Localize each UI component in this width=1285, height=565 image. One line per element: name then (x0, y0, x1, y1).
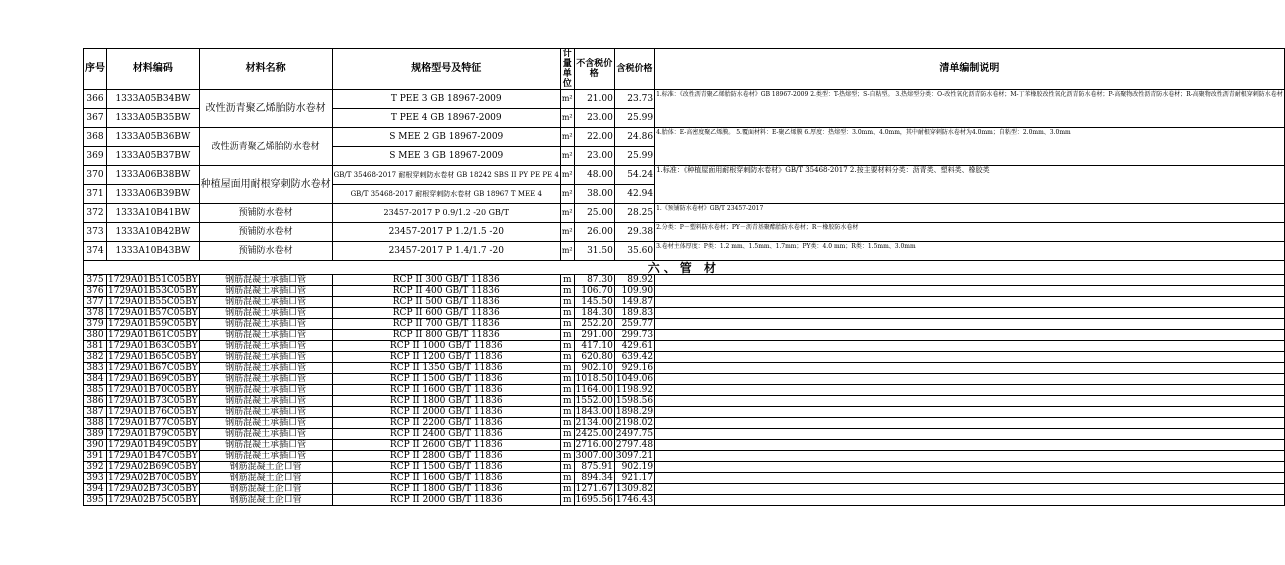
cell-taxprice: 299.73 (614, 330, 654, 341)
cell-code: 1333A10B42BW (107, 223, 200, 242)
cell-unit: m² (560, 128, 574, 147)
table-row (84, 451, 1285, 462)
cell-no: 384 (84, 374, 107, 385)
cell-no: 368 (84, 128, 107, 147)
cell-unit: m (560, 484, 574, 495)
cell-unit: m² (560, 185, 574, 204)
cell-price: 145.50 (574, 297, 614, 308)
table-row (84, 223, 1285, 242)
pipe-rows (84, 275, 1285, 506)
cell-no: 380 (84, 330, 107, 341)
cell-notes (655, 396, 1285, 407)
cell-spec: RCP II 2000 GB/T 11836 (332, 407, 560, 418)
cell-spec: RCP II 700 GB/T 11836 (332, 319, 560, 330)
cell-taxprice: 35.60 (614, 242, 654, 261)
cell-spec: RCP II 2000 GB/T 11836 (332, 495, 560, 506)
cell-notes: 1.标准：《种植屋面用耐根穿刺防水卷材》GB/T 35468-2017 2.按主要材料分类：沥青类、塑料类、橡胶类 (655, 166, 1285, 204)
cell-no: 373 (84, 223, 107, 242)
cell-code: 1333A10B41BW (107, 204, 200, 223)
table-row (84, 204, 1285, 223)
cell-taxprice: 1746.43 (615, 495, 654, 505)
cell-price: 23.00 (574, 147, 614, 166)
cell-code: 1729A02B75C05BY (108, 495, 198, 505)
table-row (84, 363, 1285, 374)
cell-code: 1729A01B63C05BY (108, 341, 198, 351)
header-price: 不含税价 格 (574, 49, 614, 90)
cell-price: 21.00 (574, 90, 614, 109)
cell-spec: RCP II 1000 GB/T 11836 (332, 341, 560, 352)
cell-notes (655, 374, 1285, 385)
cell-notes (655, 440, 1285, 451)
cell-price: 2134.00 (575, 418, 613, 428)
cell-name: 钢筋混凝土企口管 (199, 484, 332, 495)
cell-notes (655, 308, 1285, 319)
cell-code: 1729A01B49C05BY (108, 440, 198, 450)
cell-notes (655, 352, 1285, 363)
table-row (84, 308, 1285, 319)
cell-name: 改性沥青聚乙烯胎防水卷材 (199, 128, 332, 166)
cell-spec: RCP II 800 GB/T 11836 (332, 330, 560, 341)
cell-spec: RCP II 1800 GB/T 11836 (332, 484, 560, 495)
cell-price: 902.10 (574, 363, 614, 374)
cell-no: 379 (84, 319, 107, 330)
cell-taxprice: 902.19 (614, 462, 654, 473)
cell-taxprice: 1049.06 (615, 374, 654, 384)
cell-notes: 2.分类：P－塑料防水卷材；PY－沥青基聚酯胎防水卷材；R－橡胶防水卷材 (655, 223, 1285, 242)
cell-code: 1729A01B69C05BY (108, 374, 198, 384)
cell-taxprice: 25.99 (614, 147, 654, 166)
cell-notes (655, 330, 1285, 341)
cell-unit: m² (560, 147, 574, 166)
cell-no: 381 (84, 341, 107, 352)
cell-taxprice: 3097.21 (615, 451, 654, 461)
cell-taxprice: 42.94 (614, 185, 654, 204)
cell-taxprice: 54.24 (614, 166, 654, 185)
cell-taxprice: 149.87 (614, 297, 654, 308)
cell-spec: RCP II 1350 GB/T 11836 (332, 363, 560, 374)
cell-name: 钢筋混凝土承插口管 (199, 418, 332, 429)
cell-taxprice: 89.92 (614, 275, 654, 286)
cell-name: 钢筋混凝土承插口管 (199, 374, 332, 385)
cell-unit: m (560, 352, 574, 363)
cell-taxprice: 639.42 (614, 352, 654, 363)
cell-price: 26.00 (574, 223, 614, 242)
cell-name: 钢筋混凝土承插口管 (199, 363, 332, 374)
cell-name: 钢筋混凝土承插口管 (199, 352, 332, 363)
cell-notes (655, 341, 1285, 352)
cell-price: 184.30 (574, 308, 614, 319)
table-row (84, 286, 1285, 297)
cell-taxprice: 2797.48 (615, 440, 654, 450)
cell-taxprice: 25.99 (614, 109, 654, 128)
cell-no: 387 (84, 407, 107, 418)
cell-code: 1729A01B51C05BY (108, 275, 198, 285)
cell-price: 22.00 (574, 128, 614, 147)
cell-name: 钢筋混凝土企口管 (199, 495, 332, 506)
cell-price: 894.34 (574, 473, 614, 484)
cell-price: 25.00 (574, 204, 614, 223)
cell-no: 385 (84, 385, 107, 396)
cell-no: 394 (84, 484, 107, 495)
cell-unit: m (560, 462, 574, 473)
cell-spec: 23457-2017 P 0.9/1.2 -20 GB/T (332, 204, 560, 223)
cell-spec: 23457-2017 P 1.2/1.5 -20 (332, 223, 560, 242)
table-row (84, 495, 1285, 506)
header-name: 材料名称 (199, 49, 332, 90)
cell-name: 种植屋面用耐根穿刺防水卷材 (199, 166, 332, 204)
cell-price: 1843.00 (575, 407, 613, 417)
cell-name: 钢筋混凝土承插口管 (199, 429, 332, 440)
cell-notes (655, 484, 1285, 495)
cell-spec: RCP II 2800 GB/T 11836 (332, 451, 560, 462)
cell-price: 31.50 (574, 242, 614, 261)
cell-taxprice: 1598.56 (615, 396, 654, 406)
cell-price: 875.91 (574, 462, 614, 473)
cell-code: 1333A06B38BW (107, 166, 200, 185)
cell-taxprice: 189.83 (614, 308, 654, 319)
cell-unit: m (560, 308, 574, 319)
cell-no: 389 (84, 429, 107, 440)
cell-unit: m² (560, 109, 574, 128)
cell-price: 3007.00 (575, 451, 613, 461)
cell-notes: 3.卷材主体厚度：P类：1.2 mm、1.5mm、1.7mm；PY类：4.0 mm；R类：1.5mm、3.0mm (655, 242, 1285, 261)
cell-name: 钢筋混凝土承插口管 (199, 407, 332, 418)
cell-spec: RCP II 1800 GB/T 11836 (332, 396, 560, 407)
cell-code: 1333A10B43BW (107, 242, 200, 261)
cell-taxprice: 921.17 (614, 473, 654, 484)
cell-code: 1729A01B79C05BY (108, 429, 198, 439)
cell-notes (655, 495, 1285, 506)
cell-code: 1333A05B34BW (107, 90, 200, 109)
cell-notes (655, 297, 1285, 308)
cell-price: 1695.56 (575, 495, 613, 505)
cell-taxprice: 109.90 (614, 286, 654, 297)
cell-name: 钢筋混凝土承插口管 (199, 275, 332, 286)
cell-spec: S MEE 3 GB 18967-2009 (332, 147, 560, 166)
cell-no: 386 (84, 396, 107, 407)
cell-taxprice: 2198.02 (615, 418, 654, 428)
cell-code: 1729A01B61C05BY (108, 330, 198, 340)
table-row (84, 462, 1285, 473)
cell-price: 1271.67 (575, 484, 613, 494)
cell-no: 382 (84, 352, 107, 363)
cell-spec: RCP II 1200 GB/T 11836 (332, 352, 560, 363)
cell-unit: m (560, 473, 574, 484)
price-table (83, 48, 1285, 506)
header-unit: 计量单位 (560, 49, 574, 90)
header-row (84, 49, 1285, 90)
cell-name: 钢筋混凝土承插口管 (199, 385, 332, 396)
cell-taxprice: 1898.29 (615, 407, 654, 417)
cell-code: 1729A01B73C05BY (108, 396, 198, 406)
cell-spec: S MEE 2 GB 18967-2009 (332, 128, 560, 147)
cell-name: 预铺防水卷材 (199, 223, 332, 242)
cell-price: 2425.00 (575, 429, 613, 439)
cell-unit: m (560, 440, 574, 451)
cell-notes (655, 275, 1285, 286)
cell-notes (655, 462, 1285, 473)
cell-unit: m (560, 374, 574, 385)
cell-code: 1729A01B65C05BY (108, 352, 198, 362)
cell-name: 钢筋混凝土承插口管 (199, 330, 332, 341)
cell-spec: T PEE 3 GB 18967-2009 (332, 90, 560, 109)
cell-unit: m (560, 451, 574, 462)
cell-name: 钢筋混凝土企口管 (199, 462, 332, 473)
cell-taxprice: 429.61 (614, 341, 654, 352)
cell-name: 钢筋混凝土承插口管 (199, 341, 332, 352)
cell-unit: m (560, 319, 574, 330)
cell-code: 1729A01B47C05BY (108, 451, 198, 461)
table-row (84, 407, 1285, 418)
header-taxprice: 含税价格 (614, 49, 654, 90)
cell-no: 375 (84, 275, 107, 286)
cell-name: 钢筋混凝土承插口管 (199, 319, 332, 330)
cell-taxprice: 929.16 (614, 363, 654, 374)
cell-unit: m (560, 297, 574, 308)
cell-no: 383 (84, 363, 107, 374)
cell-notes (655, 451, 1285, 462)
cell-spec: GB/T 35468-2017 耐根穿刺防水卷材 GB 18242 SBS II PY PE PE 4 (332, 166, 560, 185)
cell-taxprice: 1198.92 (615, 385, 654, 395)
cell-no: 393 (84, 473, 107, 484)
cell-code: 1729A01B70C05BY (108, 385, 198, 395)
table-row (84, 90, 1285, 109)
cell-name: 钢筋混凝土承插口管 (199, 440, 332, 451)
cell-code: 1333A06B39BW (107, 185, 200, 204)
cell-name: 钢筋混凝土承插口管 (199, 297, 332, 308)
header-code: 材料编码 (107, 49, 200, 90)
cell-unit: m² (560, 242, 574, 261)
cell-code: 1729A02B70C05BY (108, 473, 198, 483)
cell-no: 390 (84, 440, 107, 451)
cell-taxprice: 2497.75 (615, 429, 654, 439)
table-row (84, 429, 1285, 440)
table-row (84, 297, 1285, 308)
table-row (84, 242, 1285, 261)
cell-unit: m² (560, 204, 574, 223)
cell-taxprice: 24.86 (614, 128, 654, 147)
cell-no: 369 (84, 147, 107, 166)
cell-no: 391 (84, 451, 107, 462)
cell-unit: m (560, 495, 574, 506)
cell-no: 374 (84, 242, 107, 261)
header-notes: 清单编制说明 (655, 49, 1285, 90)
table-row (84, 128, 1285, 147)
cell-no: 370 (84, 166, 107, 185)
cell-spec: 23457-2017 P 1.4/1.7 -20 (332, 242, 560, 261)
cell-unit: m (560, 429, 574, 440)
table-row (84, 330, 1285, 341)
cell-notes: 4.胎体：E-高密度聚乙烯膜。 5.覆面材料：E-聚乙烯膜 6.厚度：热熔型：3.0mm、4.0mm，其中耐根穿刺防水卷材为4.0mm；自粘型：2.0mm、3.0mm (655, 128, 1285, 166)
cell-code: 1729A02B69C05BY (108, 462, 198, 472)
table-row (84, 396, 1285, 407)
cell-spec: RCP II 1500 GB/T 11836 (332, 374, 560, 385)
cell-price: 2716.00 (575, 440, 613, 450)
header-no: 序号 (84, 49, 107, 90)
cell-no: 367 (84, 109, 107, 128)
cell-unit: m² (560, 166, 574, 185)
cell-notes (655, 385, 1285, 396)
cell-name: 钢筋混凝土企口管 (199, 473, 332, 484)
cell-unit: m (560, 363, 574, 374)
table-row (84, 440, 1285, 451)
cell-notes (655, 407, 1285, 418)
cell-code: 1729A01B55C05BY (108, 297, 198, 307)
cell-no: 366 (84, 90, 107, 109)
cell-unit: m (560, 407, 574, 418)
cell-price: 1164.00 (575, 385, 613, 395)
cell-price: 620.80 (574, 352, 614, 363)
table-row (84, 352, 1285, 363)
table-row (84, 319, 1285, 330)
cell-taxprice: 259.77 (614, 319, 654, 330)
cell-spec: RCP II 300 GB/T 11836 (332, 275, 560, 286)
cell-spec: RCP II 2400 GB/T 11836 (332, 429, 560, 440)
cell-price: 48.00 (574, 166, 614, 185)
cell-notes (655, 473, 1285, 484)
cell-unit: m² (560, 223, 574, 242)
cell-code: 1333A05B36BW (107, 128, 200, 147)
table-row (84, 166, 1285, 185)
cell-name: 改性沥青聚乙烯胎防水卷材 (199, 90, 332, 128)
cell-no: 388 (84, 418, 107, 429)
cell-no: 377 (84, 297, 107, 308)
cell-spec: RCP II 400 GB/T 11836 (332, 286, 560, 297)
cell-code: 1333A05B35BW (107, 109, 200, 128)
cell-spec: RCP II 2200 GB/T 11836 (332, 418, 560, 429)
cell-taxprice: 28.25 (614, 204, 654, 223)
cell-price: 291.00 (574, 330, 614, 341)
table-row (84, 374, 1285, 385)
cell-name: 钢筋混凝土承插口管 (199, 451, 332, 462)
section-row (84, 261, 1285, 275)
cell-code: 1729A01B76C05BY (108, 407, 198, 417)
table-row (84, 484, 1285, 495)
cell-code: 1729A02B73C05BY (108, 484, 198, 494)
table-row (84, 275, 1285, 286)
cell-price: 252.20 (574, 319, 614, 330)
cell-unit: m (560, 341, 574, 352)
cell-notes (655, 286, 1285, 297)
cell-notes: 1.《预铺防水卷材》GB/T 23457-2017 (655, 204, 1285, 223)
cell-unit: m (560, 385, 574, 396)
cell-name: 预铺防水卷材 (199, 242, 332, 261)
cell-no: 372 (84, 204, 107, 223)
cell-taxprice: 1309.82 (615, 484, 654, 494)
cell-taxprice: 29.38 (614, 223, 654, 242)
cell-code: 1333A05B37BW (107, 147, 200, 166)
cell-spec: RCP II 500 GB/T 11836 (332, 297, 560, 308)
cell-unit: m (560, 286, 574, 297)
cell-spec: RCP II 1600 GB/T 11836 (332, 385, 560, 396)
cell-name: 钢筋混凝土承插口管 (199, 286, 332, 297)
cell-price: 23.00 (574, 109, 614, 128)
cell-spec: RCP II 2600 GB/T 11836 (332, 440, 560, 451)
cell-no: 378 (84, 308, 107, 319)
cell-notes (655, 319, 1285, 330)
header-spec: 规格型号及特征 (332, 49, 560, 90)
table-row (84, 473, 1285, 484)
cell-name: 预铺防水卷材 (199, 204, 332, 223)
cell-price: 38.00 (574, 185, 614, 204)
cell-unit: m² (560, 90, 574, 109)
table-row (84, 385, 1285, 396)
cell-notes (655, 418, 1285, 429)
cell-spec: RCP II 1500 GB/T 11836 (332, 462, 560, 473)
cell-unit: m (560, 418, 574, 429)
cell-code: 1729A01B57C05BY (108, 308, 198, 318)
table-row (84, 341, 1285, 352)
cell-notes (655, 429, 1285, 440)
cell-spec: RCP II 600 GB/T 11836 (332, 308, 560, 319)
cell-price: 106.70 (574, 286, 614, 297)
cell-spec: GB/T 35468-2017 耐根穿刺防水卷材 GB 18967 T MEE 4 (332, 185, 560, 204)
cell-price: 417.10 (574, 341, 614, 352)
cell-no: 392 (84, 462, 107, 473)
cell-unit: m (560, 396, 574, 407)
cell-no: 376 (84, 286, 107, 297)
cell-unit: m (560, 275, 574, 286)
cell-price: 1018.50 (575, 374, 613, 384)
cell-code: 1729A01B53C05BY (108, 286, 198, 296)
table-row (84, 418, 1285, 429)
cell-no: 371 (84, 185, 107, 204)
cell-price: 1552.00 (575, 396, 613, 406)
cell-code: 1729A01B67C05BY (108, 363, 198, 373)
section-title: 六、管 材 (84, 261, 1285, 275)
cell-spec: RCP II 1600 GB/T 11836 (332, 473, 560, 484)
cell-notes (655, 363, 1285, 374)
cell-name: 钢筋混凝土承插口管 (199, 396, 332, 407)
cell-no: 395 (84, 495, 107, 506)
cell-price: 87.30 (574, 275, 614, 286)
cell-spec: T PEE 4 GB 18967-2009 (332, 109, 560, 128)
cell-code: 1729A01B59C05BY (108, 319, 198, 329)
cell-taxprice: 23.73 (614, 90, 654, 109)
cell-notes: 1.标准：《改性沥青聚乙烯胎防水卷材》GB 18967-2009 2.类型：T-热熔型；S-自粘型。 3.热熔型分类：O-改性氧化沥青防水卷材；M-丁苯橡胶改性氧化沥青防水卷材；P-高聚物改性沥青防水卷材；R-高聚物改性沥青耐根穿刺防水卷材 (655, 90, 1285, 128)
cell-code: 1729A01B77C05BY (108, 418, 198, 428)
cell-name: 钢筋混凝土承插口管 (199, 308, 332, 319)
cell-unit: m (560, 330, 574, 341)
